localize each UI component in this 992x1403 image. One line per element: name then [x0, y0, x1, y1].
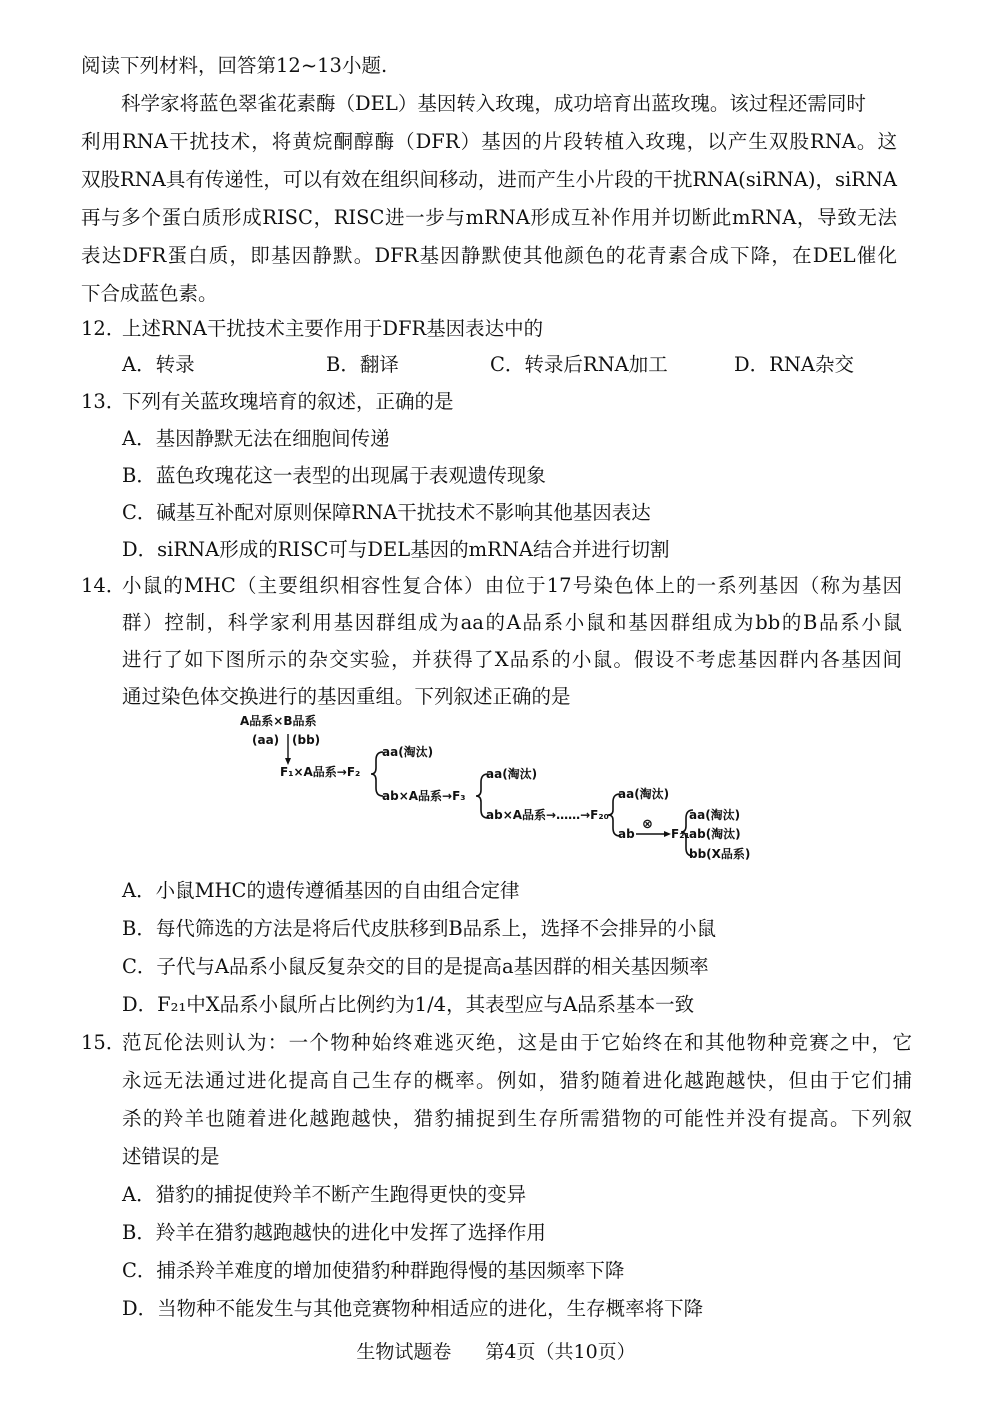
question-15-option-a: A．猎豹的捕捉使羚羊不断产生跑得更快的变异: [122, 1183, 527, 1206]
diagram-f2-aa: aa(淘汰): [382, 745, 434, 759]
footer-page-number: 第4页（共10页）: [485, 1341, 636, 1363]
question-15-option-b: B．羚羊在猎豹越跑越快的进化中发挥了选择作用: [122, 1221, 546, 1244]
hybridization-diagram: [230, 708, 770, 868]
question-14-stem-line-2: 群）控制，科学家利用基因群组成为aa的A品系小鼠和基因群组成为bb的B品系小鼠: [122, 611, 902, 634]
diagram-f1-cross: F₁×A品系→F₂: [280, 765, 361, 779]
question-13-option-b: B．蓝色玫瑰花这一表型的出现属于表观遗传现象: [122, 464, 546, 487]
passage-line-5: 表达DFR蛋白质，即基因静默。DFR基因静默使其他颜色的花青素合成下降，在DEL催化: [81, 244, 897, 267]
question-15-stem-line-3: 杀的羚羊也随着进化越跑越快，猎豹捕捉到生存所需猎物的可能性并没有提高。下列叙: [122, 1107, 912, 1130]
diagram-parent-b-genotype: (bb): [292, 733, 321, 747]
footer-subject: 生物试题卷: [356, 1341, 452, 1363]
diagram-down-arrow-head: [285, 758, 291, 765]
diagram-f21-aa: aa(淘汰): [689, 808, 741, 822]
reading-instruction: 阅读下列材料，回答第12~13小题.: [81, 54, 388, 77]
question-12-option-d: D．RNA杂交: [734, 353, 854, 376]
diagram-selfing-arrow-head: [664, 831, 671, 837]
diagram-f20-aa: aa(淘汰): [618, 787, 670, 801]
passage-line-2: 利用RNA干扰技术，将黄烷酮醇酶（DFR）基因的片段转植入玫瑰，以产生双股RNA。这: [81, 130, 897, 153]
question-13-stem: 下列有关蓝玫瑰培育的叙述，正确的是: [122, 390, 454, 413]
question-14-stem-line-4: 通过染色体交换进行的基因重组。下列叙述正确的是: [122, 685, 571, 708]
question-12-number: 12．: [81, 317, 126, 340]
question-13-option-d: D．siRNA形成的RISC可与DEL基因的mRNA结合并进行切割: [122, 538, 670, 561]
diagram-f21-ab: ab(淘汰): [689, 827, 741, 841]
question-15-stem-line-1: 范瓦伦法则认为：一个物种始终难逃灭绝，这是由于它始终在和其他物种竞赛之中，它: [122, 1031, 912, 1054]
passage-line-3: 双股RNA具有传递性，可以有效在组织间移动，进而产生小片段的干扰RNA(siRNA)，siRNA: [81, 168, 898, 191]
question-12-stem: 上述RNA干扰技术主要作用于DFR基因表达中的: [122, 317, 544, 340]
question-15-stem-line-4: 述错误的是: [122, 1145, 220, 1168]
question-13-number: 13．: [81, 390, 126, 413]
question-12-option-a: A．转录: [122, 353, 195, 376]
question-15-option-d: D．当物种不能发生与其他竞赛物种相适应的进化，生存概率将下降: [122, 1297, 704, 1320]
diagram-f2-ab-cross: ab×A品系→F₃: [382, 789, 466, 803]
diagram-parent-cross: A品系×B品系: [240, 714, 317, 728]
question-15-stem-line-2: 永远无法通过进化提高自己生存的概率。例如，猎豹随着进化越跑越快，但由于它们捕: [122, 1069, 912, 1092]
diagram-f3-aa: aa(淘汰): [486, 767, 538, 781]
diagram-f21-label: F₂₁: [671, 827, 690, 841]
question-15-number: 15．: [81, 1031, 126, 1054]
question-12-option-b: B．翻译: [326, 353, 399, 376]
question-14-number: 14．: [81, 574, 126, 597]
question-14-stem-line-3: 进行了如下图所示的杂交实验，并获得了X品系的小鼠。假设不考虑基因群内各基因间: [122, 648, 902, 671]
question-14-option-b: B．每代筛选的方法是将后代皮肤移到B品系上，选择不会排异的小鼠: [122, 917, 717, 940]
question-14-option-d: D．F₂₁中X品系小鼠所占比例约为1/4，其表型应与A品系基本一致: [122, 993, 695, 1016]
question-14-option-c: C．子代与A品系小鼠反复杂交的目的是提高a基因群的相关基因频率: [122, 955, 709, 978]
diagram-parent-a-genotype: (aa): [252, 733, 280, 747]
question-15-option-c: C．捕杀羚羊难度的增加使猎豹种群跑得慢的基因频率下降: [122, 1259, 625, 1282]
passage-line-1: 科学家将蓝色翠雀花素酶（DEL）基因转入玫瑰，成功培育出蓝玫瑰。该过程还需同时: [121, 92, 866, 115]
question-14-option-a: A．小鼠MHC的遗传遵循基因的自由组合定律: [122, 879, 520, 902]
passage-line-6: 下合成蓝色素。: [81, 282, 218, 305]
diagram-selfing-symbol: ⊗: [642, 817, 653, 832]
question-13-option-c: C．碱基互补配对原则保障RNA干扰技术不影响其他基因表达: [122, 501, 651, 524]
question-12-option-c: C．转录后RNA加工: [490, 353, 668, 376]
question-13-option-a: A．基因静默无法在细胞间传递: [122, 427, 390, 450]
diagram-f3-ab-cross: ab×A品系→……→F₂₀: [486, 808, 609, 822]
passage-line-4: 再与多个蛋白质形成RISC，RISC进一步与mRNA形成互补作用并切断此mRNA，导致无法: [81, 206, 897, 229]
diagram-f20-ab: ab: [618, 827, 635, 841]
diagram-f21-bb: bb(X品系): [689, 847, 751, 861]
page-footer: [0, 1339, 992, 1365]
question-14-stem-line-1: 小鼠的MHC（主要组织相容性复合体）由位于17号染色体上的一系列基因（称为基因: [122, 574, 902, 597]
